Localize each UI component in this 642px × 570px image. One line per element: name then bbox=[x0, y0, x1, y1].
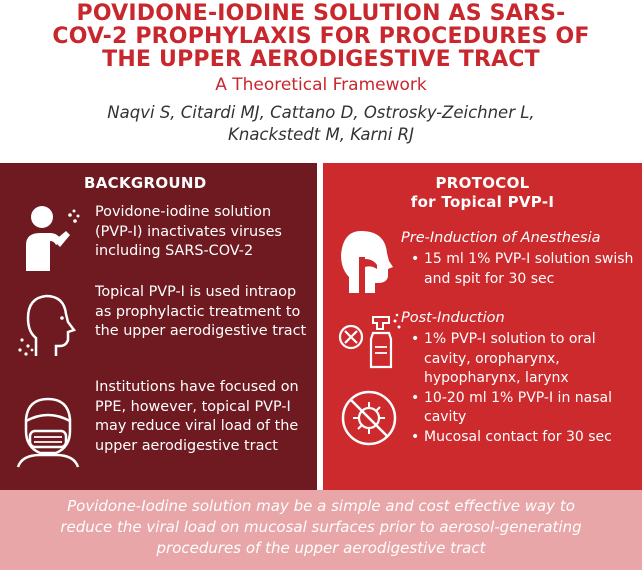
masked-person-icon bbox=[14, 395, 82, 469]
pre-induction-title: Pre-Induction of Anesthesia bbox=[401, 230, 601, 246]
spray-bottle-icon bbox=[337, 311, 403, 371]
post-induction-title: Post-Induction bbox=[401, 310, 505, 326]
no-virus-icon bbox=[339, 388, 399, 448]
background-panel bbox=[0, 163, 317, 490]
poster-subtitle: A Theoretical Framework bbox=[215, 75, 427, 95]
list-item: • Mucosal contact for 30 sec bbox=[411, 428, 636, 448]
poster-title bbox=[0, 0, 642, 71]
authors-line: Knackstedt M, Karni RJ bbox=[228, 125, 414, 144]
footer-line: procedures of the upper aerodigestive tract bbox=[156, 539, 486, 557]
background-heading: BACKGROUND bbox=[84, 174, 207, 192]
title-line: POVIDONE-IODINE SOLUTION AS SARS- bbox=[76, 1, 566, 26]
list-item: • 15 ml 1% PVP-I solution swish and spit for 30 sec bbox=[411, 250, 636, 289]
head-spray-icon bbox=[16, 290, 82, 360]
footer-line: Povidone-Iodine solution may be a simple and cost effective way to bbox=[67, 497, 575, 515]
title-line: COV-2 PROPHYLAXIS FOR PROCEDURES OF bbox=[52, 24, 590, 49]
list-item: • 1% PVP-I solution to oral cavity, oropharynx, hypopharynx, larynx bbox=[411, 330, 636, 389]
post-induction-list bbox=[411, 330, 636, 447]
background-item: Povidone-iodine solution (PVP-I) inactivates viruses including SARS-COV-2 bbox=[95, 204, 282, 259]
poster-header bbox=[0, 0, 642, 158]
protocol-heading bbox=[323, 174, 642, 212]
pre-induction-list bbox=[411, 250, 636, 289]
coughing-person-icon bbox=[18, 201, 82, 273]
throat-anatomy-icon bbox=[339, 227, 395, 295]
authors bbox=[0, 102, 642, 146]
authors-line: Naqvi S, Citardi MJ, Cattano D, Ostrosky-Zeichner L, bbox=[107, 103, 535, 122]
protocol-heading-line: for Topical PVP-I bbox=[410, 193, 555, 211]
protocol-heading-line: PROTOCOL bbox=[435, 174, 530, 192]
title-line: THE UPPER AERODIGESTIVE TRACT bbox=[102, 47, 540, 72]
background-item: Institutions have focused on PPE, however, topical PVP-I may reduce viral load of the upper aerodigestive tract bbox=[95, 379, 299, 454]
background-item: Topical PVP-I is used intraop as prophylactic treatment to the upper aerodigestive tract bbox=[95, 284, 307, 339]
list-item: • 10-20 ml 1% PVP-I in nasal cavity bbox=[411, 389, 636, 428]
footer-line: reduce the viral load on mucosal surfaces prior to aerosol-generating bbox=[60, 518, 582, 536]
protocol-panel bbox=[323, 163, 642, 490]
conclusion-footer bbox=[0, 490, 642, 570]
